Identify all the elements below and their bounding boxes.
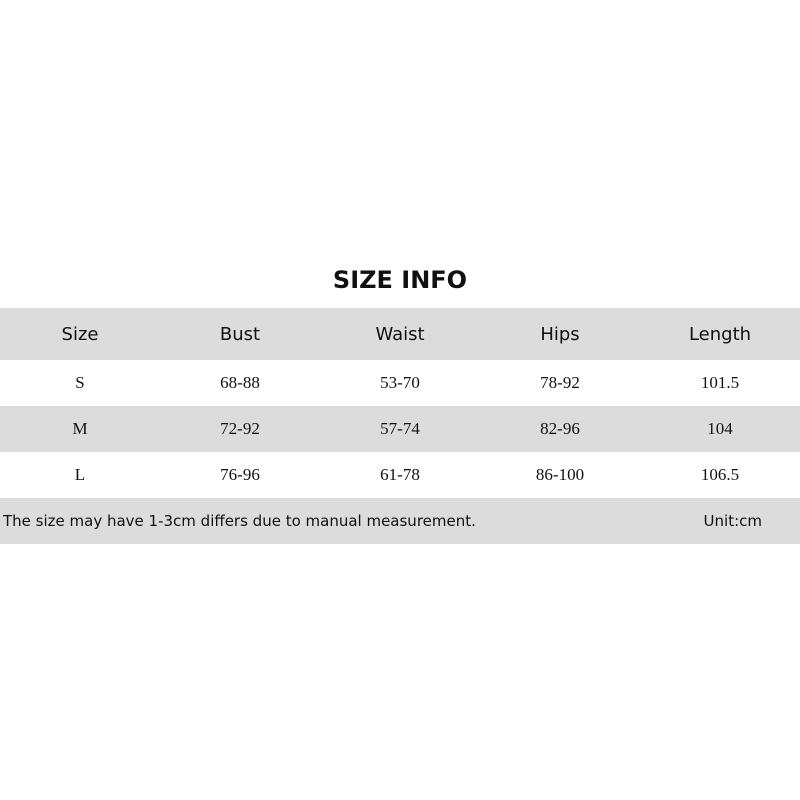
header-size: Size (61, 323, 99, 345)
size-table (0, 308, 800, 498)
cell-waist: 61-78 (380, 465, 420, 484)
cell-bust: 68-88 (220, 373, 260, 392)
cell-bust: 72-92 (220, 419, 260, 438)
measurement-note: The size may have 1-3cm differs due to manual measurement. (3, 512, 476, 530)
cell-length: 106.5 (700, 465, 740, 484)
cell-waist: 53-70 (380, 373, 420, 392)
header-hips: Hips (540, 323, 580, 345)
cell-hips: 78-92 (540, 373, 580, 392)
cell-length: 104 (707, 419, 733, 438)
page-title: SIZE INFO (332, 266, 468, 294)
header-bust: Bust (219, 323, 261, 345)
cell-waist: 57-74 (380, 419, 420, 438)
cell-size: L (74, 465, 86, 484)
header-length: Length (688, 323, 752, 345)
table-row (0, 406, 800, 452)
table-header-row (0, 308, 800, 360)
cell-hips: 82-96 (540, 419, 580, 438)
unit-label: Unit:cm (703, 512, 762, 530)
table-row (0, 452, 800, 498)
cell-size: M (72, 419, 88, 438)
cell-hips: 86-100 (535, 465, 585, 484)
cell-bust: 76-96 (220, 465, 260, 484)
table-row (0, 360, 800, 406)
table-footer (0, 498, 800, 544)
header-waist: Waist (375, 323, 425, 345)
cell-length: 101.5 (700, 373, 740, 392)
cell-size: S (75, 373, 85, 392)
